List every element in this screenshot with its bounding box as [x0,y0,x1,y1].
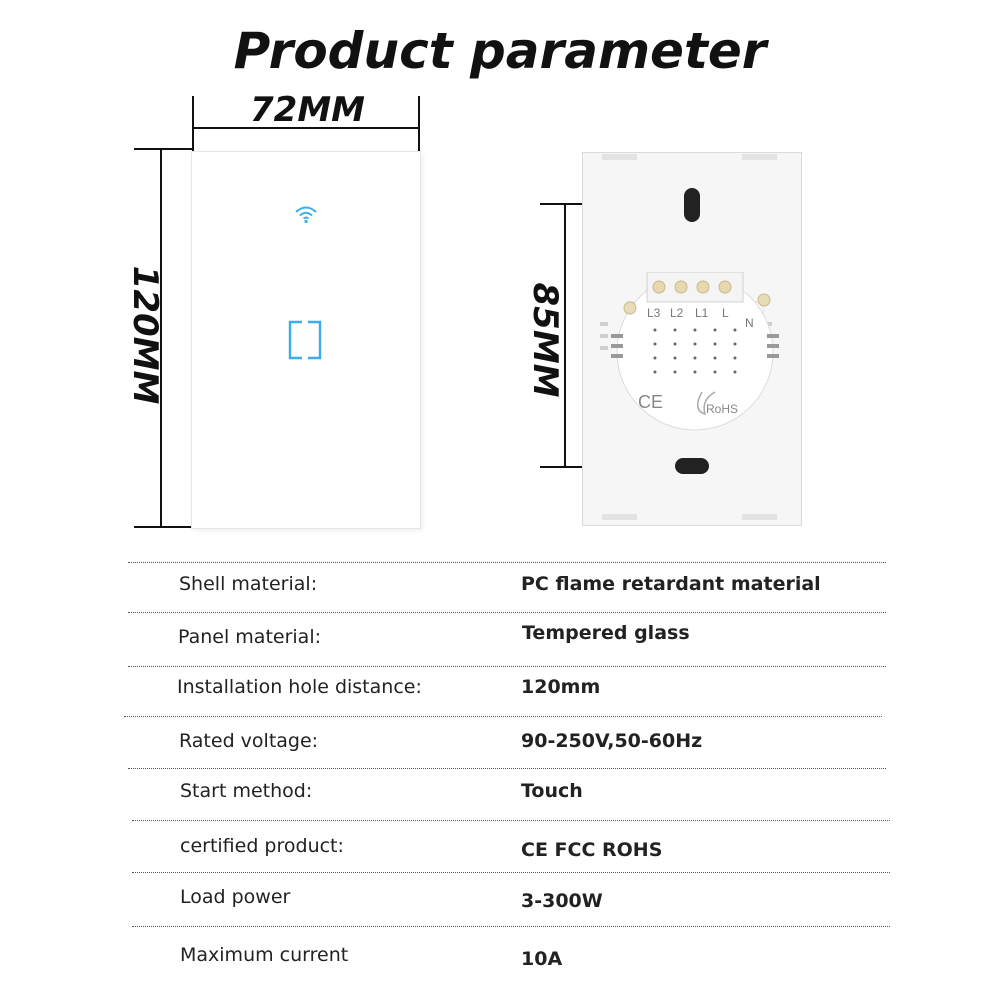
spec-value-certified-product: CE FCC ROHS [521,839,663,861]
rohs-mark: RoHS [706,402,739,416]
height-dimension-label: 120MM [125,265,165,405]
spec-label-maximum-current: Maximum current [180,944,349,966]
terminal-label-l1: L1 [695,306,709,320]
row-separator [132,820,890,821]
width-dimension-label: 72MM [250,90,365,130]
spec-label-panel-material: Panel material: [178,626,322,648]
spec-value-panel-material: Tempered glass [522,622,690,644]
spec-value-installation-hole-distance: 120mm [521,676,601,698]
spec-label-load-power: Load power [180,886,291,908]
terminal-label-n: N [745,316,754,330]
spec-value-rated-voltage: 90-250V,50-60Hz [521,730,703,752]
terminal-label-l: L [722,306,729,320]
row-separator [128,768,886,769]
ce-mark: CE [638,392,664,412]
spec-label-shell-material: Shell material: [179,573,318,595]
spec-label-installation-hole-distance: Installation hole distance: [177,676,422,698]
hole-distance-label: 85MM [525,282,565,398]
row-separator [128,562,886,563]
spec-label-certified-product: certified product: [180,835,344,857]
row-separator [132,872,890,873]
terminal-label-l3: L3 [647,306,661,320]
spec-value-shell-material: PC flame retardant material [521,573,821,595]
row-separator [132,926,890,927]
spec-label-start-method: Start method: [180,780,313,802]
spec-value-start-method: Touch [521,780,583,802]
row-separator [128,612,886,613]
row-separator [124,716,882,717]
row-separator [128,666,886,667]
spec-label-rated-voltage: Rated voltage: [179,730,319,752]
spec-value-load-power: 3-300W [521,890,603,912]
terminal-label-l2: L2 [670,306,684,320]
spec-value-maximum-current: 10A [521,948,563,970]
page-title: Product parameter [233,22,767,80]
